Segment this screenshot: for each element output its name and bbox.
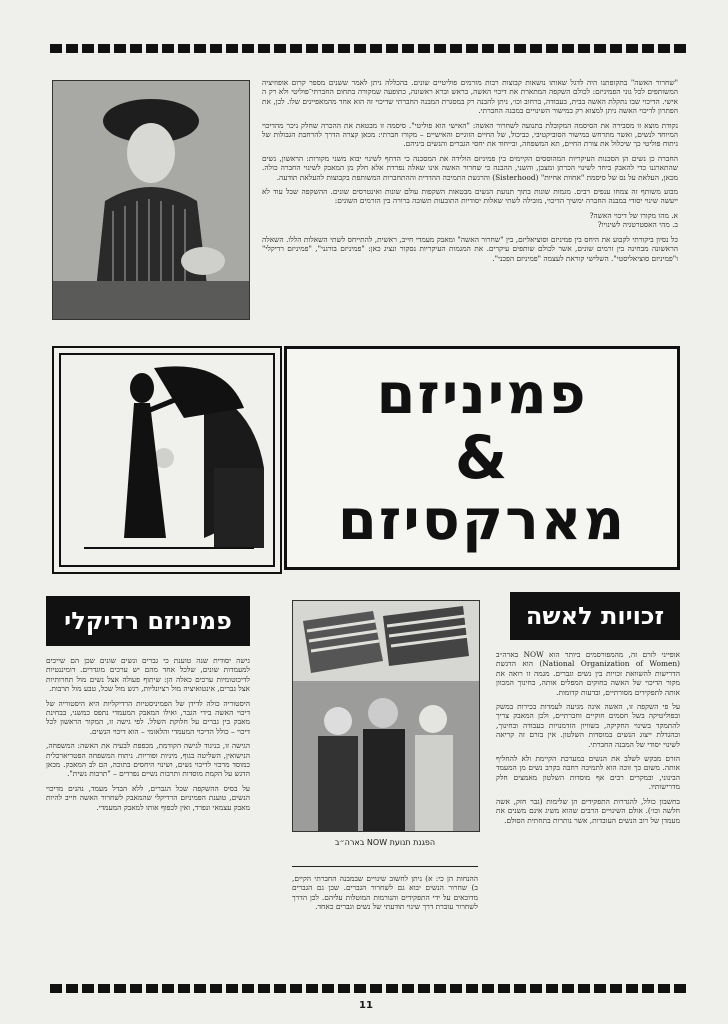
main-title-line2: מארקסיזם: [337, 488, 627, 553]
radical-article: [46, 656, 250, 978]
radical-section-header: [46, 596, 250, 646]
radical-paragraph: על בסיס ההשקפה שכל הגברים, ללא הבדל מעמד, נהנים מדיכוי הנשים, טוענת הפמיניזם הרדיקלי שהמאבק לשחרור האשה חייב להיות מאבק עצמאי ונפרד, ואין לכפוף אותו למאבק המעמדי.: [46, 783, 250, 812]
intro-paragraph: מבוע משותף זה צמחו ענפים רבים. מגמות שונות בתוך תנועת הנשים מבטאות השקפות עולם שונות ואינטרסים שונים. ההשקפה שכל עוד לא ייעשה שינוי יסודי במבנה החברה ימשיך הדיכוי, מובילה לשתי שאלות יסודיות התובעות תשובה ברורה בין הזרמים השונים:: [262, 187, 678, 206]
page-number: 11: [359, 1000, 373, 1011]
now-photo-caption: הפגנת תנועת NOW בארה״ב: [334, 838, 436, 847]
top-border: [50, 44, 686, 53]
rights-paragraph: אופייני לזרם זה, מהמפורסמים ביותר הוא NOW בארה״ב (National Organization of Women) הוא הדגשת הדרישות להשוואת זכויות בין נשים וגברים. מגמה זו רואה את מקור הדיכוי של האשה בחוקים המפלים אותה, בחינוך המכוון אותה לתפקידים מסורתיים, ובדעות קדומות.: [496, 650, 680, 697]
main-title-box: [284, 346, 680, 570]
poster-image: [52, 346, 282, 574]
main-title-ampersand: &: [454, 423, 510, 493]
intro-paragraph: כל נסיון ביקורתי לקבוע את היחס בין פמיניזם וסוציאליזם, בין "שחרור האשה" ומאבק מעמדי חייב, ראשית, להתייחס לשתי השאלות הללו. השאלה הראשונה מבחינה בין זרמים שונים, אשר לכולם שותפים עיקרים. את המגמות העיקריות נסקור ונציג כאן: "פמיניזם בורגני", "פמיניזם רדיקלי" ו"פמיניזם סוציאליסטי". השלישי קוראת לעצמה "פמיניזם הפכני".: [262, 234, 678, 263]
bottom-text-divider: [292, 866, 478, 867]
intro-paragraph: החברה כן נשים הן הסכנות העיקריות המהוססים הקיימים בין פמיניזם הולידה את המסכנה כי הדחף לשינוי יבוא משני מקורות: הראשון, נשים שהתארגנו כדי להאבק ביחד לשינוי הכרתן ומצבן, והשני, ההבנה כי שחרור האשה אינו שאלה נפרדת אלא חלק מן המאבק לשינוי החברה כולה. מכאן, העלאת על נס של סיסמת "אחוות אחיות" (Sisterhood) והרגשת התמיכה ההדדית וההתחברות המשותפת בקבוצות להעלאת תודעה.: [262, 153, 678, 182]
portrait-photo: [52, 80, 250, 320]
poster-illustration: [54, 348, 280, 572]
rights-section-title: זכויות לאשה: [525, 602, 665, 630]
intro-question-b: ב. מהי האסטרטגיה לשינויו?: [597, 220, 678, 230]
main-title-line1: פמיניזם: [376, 362, 588, 427]
intro-paragraph: "שחרור האשה" בתקופתנו היה לדגל שאותו נושאות קבוצות רבות מזרמים פוליטיים שונים. בהכללה ניתן לאמר ששנים מספר קרום אופוזיציה המשותפים לכל גוני הפמיניזם: לכולם השקפה המתארת את דיכוי האשה, בראש וברא ראשונה, כתופעה שמקורה בתחום החברתי־פוליטי ולא רק ה אישי. הדיכוי שבו נתקלת האשה בבית, בעבודה, ברחוב וכו׳, ניתן להבנה רק במסגרת המבנה החברתי שדיכוי זה הוא אחד מהמאפיינים שלו. לכן, את הפתרון לדיכוי האשה ניתן למצוא רק במישור השינויים במבנה החברתי.: [262, 78, 678, 116]
radical-paragraph: הגישה זו, בניגוד לגישה הקודמת, מכפפת לבעיה את האשה: המשפחה, הנישואין, השליטה בגוף, מיניות ופוריות. ניתוח המשפחה הפטריארכלית כמוסד מרכזי לדיכוי נשים, ושינוי היחסים בתוכה, הם לב המאבק. מכאן הדגש על הקמת מוסדות ותרבות נשיים נפרדים – "תרבות נשית".: [46, 741, 250, 779]
bottom-middle-paragraph: ההנחות הן כי: א) ניתן לחשוב שינויים שבמבנה החברתי הקיים, ב) שחרור הנשים יבוא גם לשחרור הגברים. שכן גם הגברים מדוכאים על ידי התפקידים והנורמות המוטלות עליהם. לכן הדרך לשחרור עוברת דרך שינוי תודעתי של נשים וגברים כאחד.: [292, 874, 478, 912]
rights-article: [496, 650, 680, 978]
demonstration-illustration: [293, 601, 479, 831]
radical-paragraph: גישה יסודית שנה טוענת כי גברים ונשים שונים שכן הם שייכים למעמדות שונים, שלכל אחד מהם יש ערכים מוגדרים. דומיננטיות לדיכוטומיות ערכים כאלה הן: שיתוף פעולה אצל נשים מול תחרותיות אצל גברים, אינטואיציה מול רציונליות, רגש מול שכל, טבע מול תרבות.: [46, 656, 250, 694]
portrait-illustration: [53, 81, 249, 319]
intro-paragraph: נקודת מוצא זו מסבירה את הסיסמה המקובלת בתנועה לשחרור האשה: "האישי הוא פוליטי". סיסמה זו מבטאת את ההכרה שחלק ניכר מהדיכוי המיוחד לנשים, ואשר מתרחש במישור הסוביקטיבי, כביכול, של החיים הזוגיים והאישיים – מקורו חברתי: מכאן קצרה הדרך להרחבת הגבולות של ניתוח פוליטי כך שיכלול את צורת החיים, תא המשפחה, ובייחוד את יחסי הגברים והנשים ביניהם.: [262, 120, 678, 149]
rights-paragraph: הזרם מבקש לשלב את הנשים במערכת הקיימת ולא להחליף אותה. משום כך זוכה הוא לתמיכה רחבה בקרב נשים מן המעמד הבינוני, ובמקרים רבים אף מוסדות השלטון מאמצים חלק מדרישותיו.: [496, 754, 680, 792]
rights-section-header: [510, 592, 680, 640]
intro-article: [262, 78, 678, 330]
radical-paragraph: היסטוריה כולה לדידן של הפמיניסטיות הרדיקליות היא היסטוריה של דיכוי האשה בידי הגבר, ואילו המאבק המעמדי נתפס כמשני, בבחינת מאבק בין גברים על חלוקת השלל. לפי גישה זו, המקור הראשון לכל דיכוי – כולל הדיכוי המעמדי והלאומי – הוא דיכוי הנשים.: [46, 698, 250, 736]
rights-paragraph: על פי השקפה זו, האשה אינה מגיעה לעמדות בכירות במשק ובפוליטיקה בשל חסמים חוקיים וחברתיים, ולכן המאבק צריך להתמקד בשינוי החקיקה, בשוויון הזדמנויות בעבודה ובחינוך, ובהגדלת ייצוג הנשים במוסדות השלטון. אין בזרם זה קריאה לשינוי יסודי של המבנה החברתי.: [496, 702, 680, 749]
bottom-border-left: [50, 984, 686, 993]
now-demonstration-photo: [292, 600, 480, 832]
bottom-middle-article: [292, 874, 478, 978]
intro-question-a: א. מהו מקורו של דיכוי האשה?: [589, 210, 678, 220]
radical-section-title: פמיניזם רדיקלי: [64, 607, 232, 635]
rights-paragraph: בחשבון כולל, להגדרות התפקידים הן שלימות (גבר חזק, אשה חלשה וכו׳). אולם השינויים הרבים שהוא משיג אינם משנים את מעמדן של רוב הנשים העובדות, אשר נותרות בתחתית הסולם.: [496, 796, 680, 825]
